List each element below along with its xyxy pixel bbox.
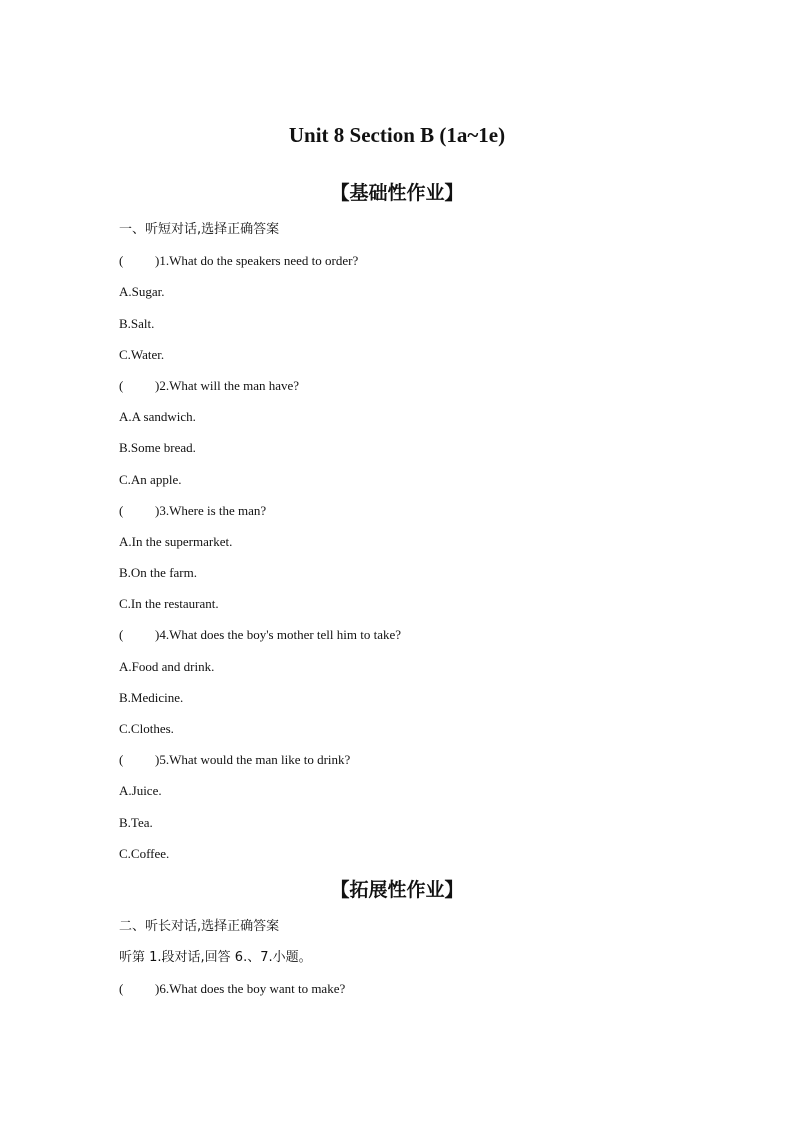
question-5: ( )5.What would the man like to drink? (119, 750, 679, 781)
section-heading-basic: 【基础性作业】 (330, 182, 464, 204)
option: B.On the farm. (119, 565, 197, 581)
question-6: ( )6.What does the boy want to make? (119, 979, 679, 1010)
option: A.Juice. (119, 783, 162, 799)
section-extended-body (119, 917, 679, 1011)
answer-bracket: ( (119, 752, 124, 768)
question-2: ( )2.What will the man have? (119, 376, 679, 407)
option: A.Food and drink. (119, 658, 215, 674)
option: B.Salt. (119, 315, 155, 331)
answer-bracket: ( (119, 502, 124, 518)
option: C.Water. (119, 346, 165, 362)
option: C.In the restaurant. (119, 596, 219, 612)
question-4: ( )4.What does the boy's mother tell him to take? (119, 625, 679, 656)
part-title: 二、听长对话,选择正确答案 (119, 919, 280, 934)
answer-bracket: ( (119, 627, 124, 643)
option: B.Medicine. (119, 689, 184, 705)
option: C.An apple. (119, 471, 182, 487)
question-3: ( )3.Where is the man? (119, 501, 679, 532)
part-title: 一、听短对话,选择正确答案 (119, 222, 280, 237)
listening-instruction: 听第 1.段对话,回答 6.、7.小题。 (119, 950, 312, 966)
question-1: ( )1.What do the speakers need to order? (119, 251, 679, 282)
option: A.Sugar. (119, 284, 165, 300)
page-title: Unit 8 Section B (1a~1e) (288, 123, 506, 147)
section-heading-extended: 【拓展性作业】 (330, 879, 464, 901)
option: B.Some bread. (119, 440, 196, 456)
option: A.A sandwich. (119, 409, 196, 425)
option: A.In the supermarket. (119, 533, 233, 549)
section-basic-body (119, 220, 679, 875)
answer-bracket: ( (119, 981, 124, 997)
option: C.Coffee. (119, 845, 170, 861)
option: C.Clothes. (119, 721, 174, 736)
answer-bracket: ( (119, 377, 124, 393)
option: B.Tea. (119, 814, 153, 830)
answer-bracket: ( (119, 253, 124, 269)
